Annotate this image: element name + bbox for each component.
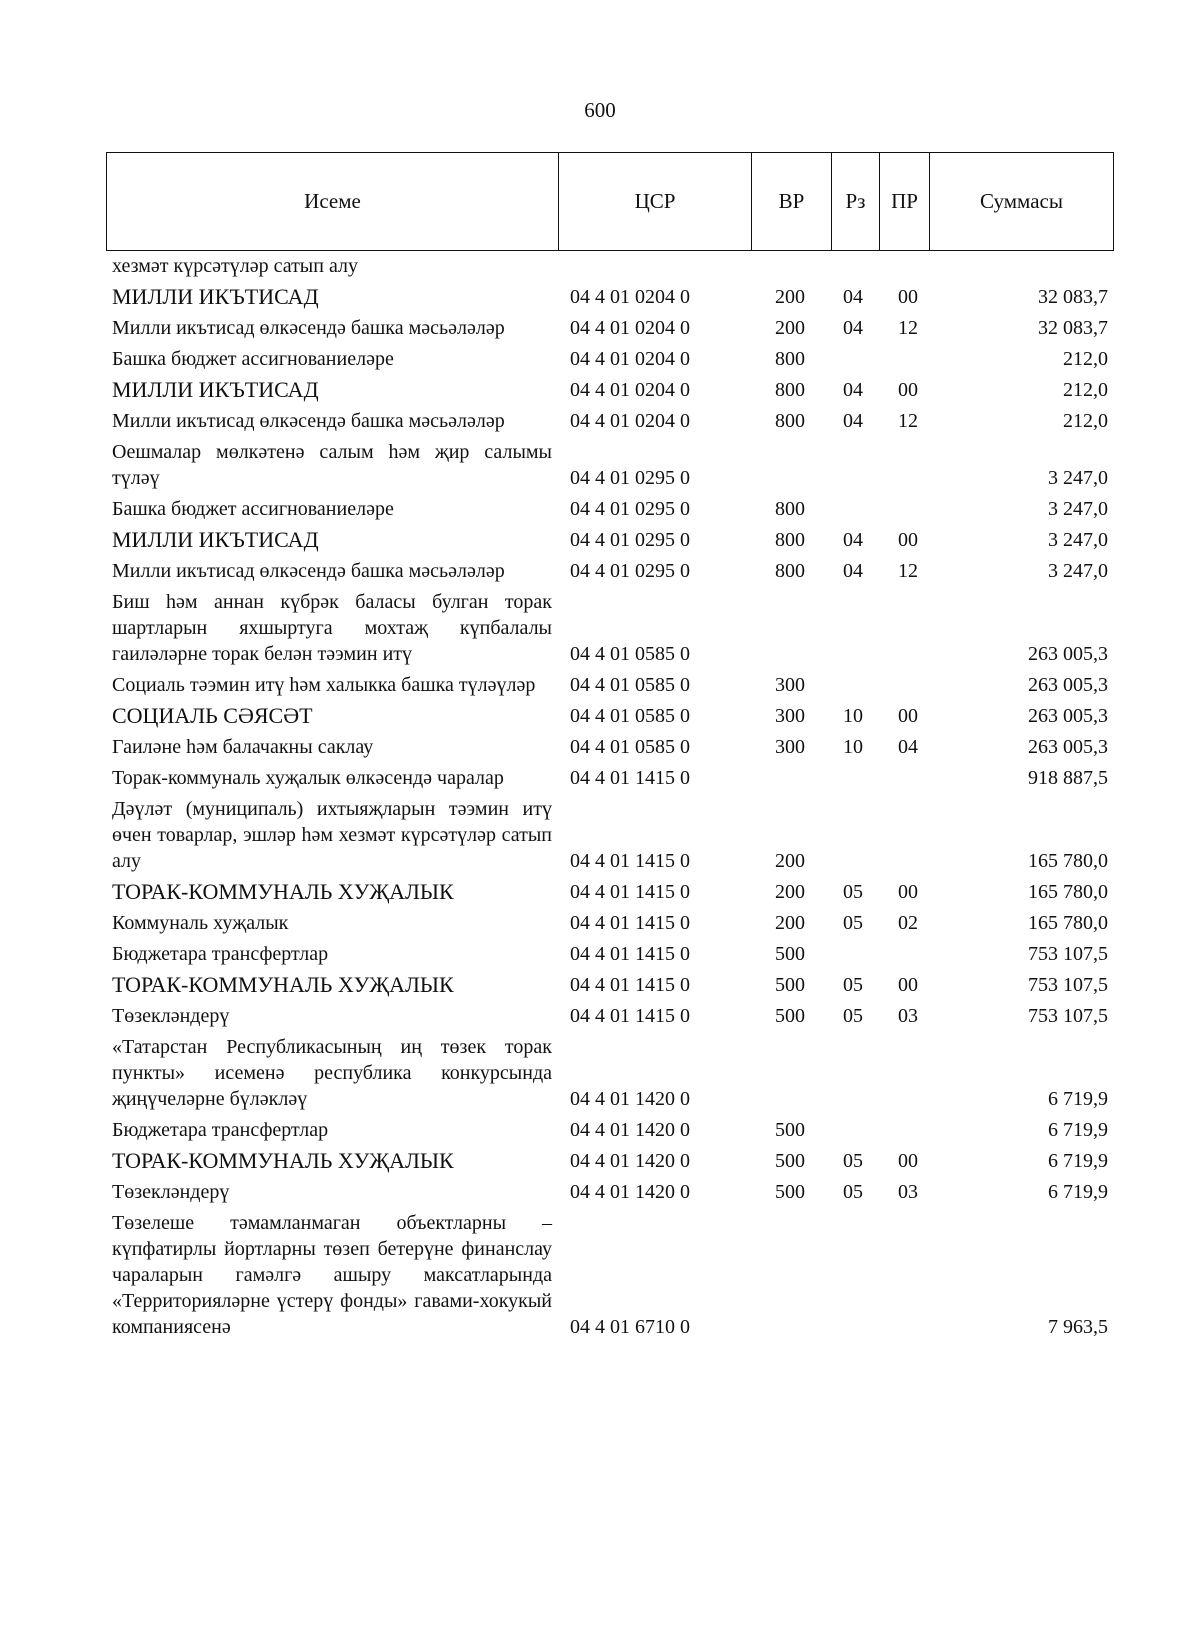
row-csr: 04 4 01 1415 0 — [570, 767, 690, 789]
row-csr: 04 4 01 1415 0 — [570, 912, 690, 934]
row-name: Башка бюджет ассигнованиеләре — [112, 348, 394, 370]
row-csr: 04 4 01 1415 0 — [570, 974, 690, 996]
row-vr: 800 — [775, 379, 805, 401]
row-csr: 04 4 01 0295 0 — [570, 529, 690, 551]
row-pr: 04 — [898, 736, 918, 758]
row-sum: 212,0 — [1063, 410, 1108, 432]
row-vr: 500 — [775, 1005, 805, 1027]
row-csr: 04 4 01 1420 0 — [570, 1088, 690, 1110]
row-sum: 263 005,3 — [1028, 674, 1108, 696]
row-name: Төзекләндерү — [112, 1181, 230, 1203]
row-name: Дәүләт (муниципаль) ихтыяҗларын тәэмин итү өчен товарлар, эшләр һәм хезмәт күрсәтүләр сатып алу — [112, 798, 552, 872]
table-row — [112, 1034, 1108, 1117]
row-pr: 02 — [898, 912, 918, 934]
row-csr: 04 4 01 0204 0 — [570, 410, 690, 432]
row-rz: 04 — [843, 317, 863, 339]
row-vr: 300 — [775, 705, 805, 727]
row-vr: 500 — [775, 1150, 805, 1172]
table-row — [112, 527, 1108, 558]
row-name: Төзекләндерү — [112, 1005, 230, 1027]
row-vr: 300 — [775, 736, 805, 758]
table-row — [112, 734, 1108, 765]
table-body — [112, 253, 1108, 1345]
table-row — [112, 941, 1108, 972]
row-name: Милли икътисад өлкәсендә башка мәсьәләләр — [112, 560, 505, 582]
row-name: Коммуналь хуҗалык — [112, 912, 289, 934]
table-row — [112, 1210, 1108, 1345]
row-csr: 04 4 01 1420 0 — [570, 1181, 690, 1203]
row-csr: 04 4 01 0585 0 — [570, 674, 690, 696]
row-vr: 800 — [775, 498, 805, 520]
row-pr: 00 — [898, 529, 918, 551]
row-sum: 753 107,5 — [1028, 974, 1108, 996]
row-rz: 10 — [843, 705, 863, 727]
row-rz: 04 — [843, 529, 863, 551]
row-vr: 800 — [775, 410, 805, 432]
row-name: ТОРАК-КОММУНАЛЬ ХУҖАЛЫК — [112, 1148, 454, 1173]
table-row — [112, 972, 1108, 1003]
row-pr: 12 — [898, 317, 918, 339]
header-pr: ПР — [880, 153, 930, 250]
header-sum: Суммасы — [980, 189, 1063, 213]
table-row — [112, 879, 1108, 910]
row-rz: 05 — [843, 912, 863, 934]
row-csr: 04 4 01 1415 0 — [570, 850, 690, 872]
row-rz: 05 — [843, 1150, 863, 1172]
row-name: Төзелеше тәмамланмаган объектларны – күпфатирлы йортларны төзеп бетерүне финанслау чараларын гамәлгә ашыру максатларында «Территорияләрне үстерү фонды» гавами-хокукый компаниясенә — [112, 1212, 552, 1338]
row-sum: 6 719,9 — [1048, 1150, 1108, 1172]
header-rz: Рз — [832, 153, 880, 250]
row-csr: 04 4 01 0585 0 — [570, 736, 690, 758]
row-name: ТОРАК-КОММУНАЛЬ ХУҖАЛЫК — [112, 879, 454, 904]
row-rz: 05 — [843, 1005, 863, 1027]
row-csr: 04 4 01 1420 0 — [570, 1150, 690, 1172]
table-row — [112, 408, 1108, 439]
table-row — [112, 315, 1108, 346]
table-row — [112, 558, 1108, 589]
row-name: ТОРАК-КОММУНАЛЬ ХУҖАЛЫК — [112, 972, 454, 997]
row-csr: 04 4 01 0204 0 — [570, 348, 690, 370]
row-pr: 03 — [898, 1181, 918, 1203]
row-csr: 04 4 01 0204 0 — [570, 379, 690, 401]
row-name: Социаль тәэмин итү һәм халыкка башка түләүләр — [112, 674, 536, 696]
table-row — [112, 1179, 1108, 1210]
row-csr: 04 4 01 1420 0 — [570, 1119, 690, 1141]
row-name: МИЛЛИ ИКЪТИСАД — [112, 284, 319, 309]
row-name: «Татарстан Республикасының иң төзек торак пункты» исеменә республика конкурсында җиңүчеләрне бүләкләү — [112, 1036, 552, 1110]
row-rz: 04 — [843, 379, 863, 401]
row-name: Гаиләне һәм балачакны саклау — [112, 736, 374, 758]
row-name: Милли икътисад өлкәсендә башка мәсьәләләр — [112, 410, 505, 432]
row-csr: 04 4 01 1415 0 — [570, 1005, 690, 1027]
row-sum: 3 247,0 — [1048, 467, 1108, 489]
table-row — [112, 439, 1108, 496]
row-name: Милли икътисад өлкәсендә башка мәсьәләләр — [112, 317, 505, 339]
row-sum: 6 719,9 — [1048, 1088, 1108, 1110]
table-row — [112, 1148, 1108, 1179]
row-sum: 7 963,5 — [1048, 1316, 1108, 1338]
table-row — [112, 703, 1108, 734]
row-vr: 200 — [775, 286, 805, 308]
table-row — [112, 377, 1108, 408]
row-pr: 12 — [898, 560, 918, 582]
table-row — [112, 910, 1108, 941]
table-row — [112, 496, 1108, 527]
table-row — [112, 253, 1108, 284]
page-number: 600 — [584, 98, 616, 122]
row-csr: 04 4 01 1415 0 — [570, 881, 690, 903]
header-csr: ЦСР — [559, 153, 752, 250]
row-name: СОЦИАЛЬ СӘЯСӘТ — [112, 703, 313, 728]
row-vr: 500 — [775, 943, 805, 965]
row-name: Биш һәм аннан күбрәк баласы булган торак шартларын яхшыртуга мохтаҗ күпбалалы гаиләләрне торак белән тәэмин итү — [112, 591, 552, 665]
row-csr: 04 4 01 0204 0 — [570, 286, 690, 308]
row-vr: 200 — [775, 850, 805, 872]
row-rz: 04 — [843, 286, 863, 308]
row-vr: 500 — [775, 1119, 805, 1141]
row-sum: 263 005,3 — [1028, 736, 1108, 758]
row-sum: 165 780,0 — [1028, 881, 1108, 903]
row-csr: 04 4 01 0585 0 — [570, 705, 690, 727]
row-sum: 6 719,9 — [1048, 1119, 1108, 1141]
row-vr: 800 — [775, 529, 805, 551]
row-rz: 10 — [843, 736, 863, 758]
row-csr: 04 4 01 0295 0 — [570, 560, 690, 582]
table-row — [112, 765, 1108, 796]
row-vr: 500 — [775, 974, 805, 996]
row-rz: 04 — [843, 410, 863, 432]
row-rz: 05 — [843, 1181, 863, 1203]
row-pr: 12 — [898, 410, 918, 432]
row-name: МИЛЛИ ИКЪТИСАД — [112, 527, 319, 552]
table-row — [112, 672, 1108, 703]
row-csr: 04 4 01 1415 0 — [570, 943, 690, 965]
header-name: Исеме — [107, 153, 559, 250]
row-name: Бюджетара трансфертлар — [112, 1119, 329, 1141]
row-vr: 800 — [775, 560, 805, 582]
row-sum: 3 247,0 — [1048, 498, 1108, 520]
row-rz: 05 — [843, 974, 863, 996]
row-vr: 500 — [775, 1181, 805, 1203]
table-row — [112, 284, 1108, 315]
row-csr: 04 4 01 0204 0 — [570, 317, 690, 339]
table-row — [112, 1003, 1108, 1034]
row-csr: 04 4 01 0295 0 — [570, 498, 690, 520]
row-sum: 165 780,0 — [1028, 850, 1108, 872]
table-header — [106, 152, 1114, 251]
row-pr: 00 — [898, 881, 918, 903]
row-csr: 04 4 01 0295 0 — [570, 467, 690, 489]
row-name: Башка бюджет ассигнованиеләре — [112, 498, 394, 520]
row-vr: 200 — [775, 881, 805, 903]
row-sum: 32 083,7 — [1038, 286, 1108, 308]
row-pr: 03 — [898, 1005, 918, 1027]
row-sum: 165 780,0 — [1028, 912, 1108, 934]
row-name: Торак-коммуналь хуҗалык өлкәсендә чаралар — [112, 767, 504, 789]
row-sum: 753 107,5 — [1028, 1005, 1108, 1027]
row-sum: 6 719,9 — [1048, 1181, 1108, 1203]
row-csr: 04 4 01 6710 0 — [570, 1316, 690, 1338]
row-sum: 212,0 — [1063, 379, 1108, 401]
row-sum: 753 107,5 — [1028, 943, 1108, 965]
row-name: Бюджетара трансфертлар — [112, 943, 329, 965]
row-rz: 05 — [843, 881, 863, 903]
row-vr: 200 — [775, 912, 805, 934]
row-name: МИЛЛИ ИКЪТИСАД — [112, 377, 319, 402]
row-vr: 300 — [775, 674, 805, 696]
row-pr: 00 — [898, 379, 918, 401]
row-sum: 263 005,3 — [1028, 643, 1108, 665]
row-pr: 00 — [898, 1150, 918, 1172]
table-row — [112, 796, 1108, 879]
table-row — [112, 1117, 1108, 1148]
row-sum: 32 083,7 — [1038, 317, 1108, 339]
row-name: хезмәт күрсәтүләр сатып алу — [112, 255, 358, 277]
row-vr: 800 — [775, 348, 805, 370]
row-pr: 00 — [898, 705, 918, 727]
row-vr: 200 — [775, 317, 805, 339]
row-rz: 04 — [843, 560, 863, 582]
row-sum: 263 005,3 — [1028, 705, 1108, 727]
table-row — [112, 589, 1108, 672]
row-sum: 3 247,0 — [1048, 560, 1108, 582]
row-sum: 3 247,0 — [1048, 529, 1108, 551]
row-sum: 212,0 — [1063, 348, 1108, 370]
row-pr: 00 — [898, 974, 918, 996]
table-row — [112, 346, 1108, 377]
header-vr: ВР — [752, 153, 832, 250]
row-name: Оешмалар мөлкәтенә салым һәм җир салымы түләү — [112, 441, 552, 489]
row-csr: 04 4 01 0585 0 — [570, 643, 690, 665]
row-pr: 00 — [898, 286, 918, 308]
row-sum: 918 887,5 — [1028, 767, 1108, 789]
